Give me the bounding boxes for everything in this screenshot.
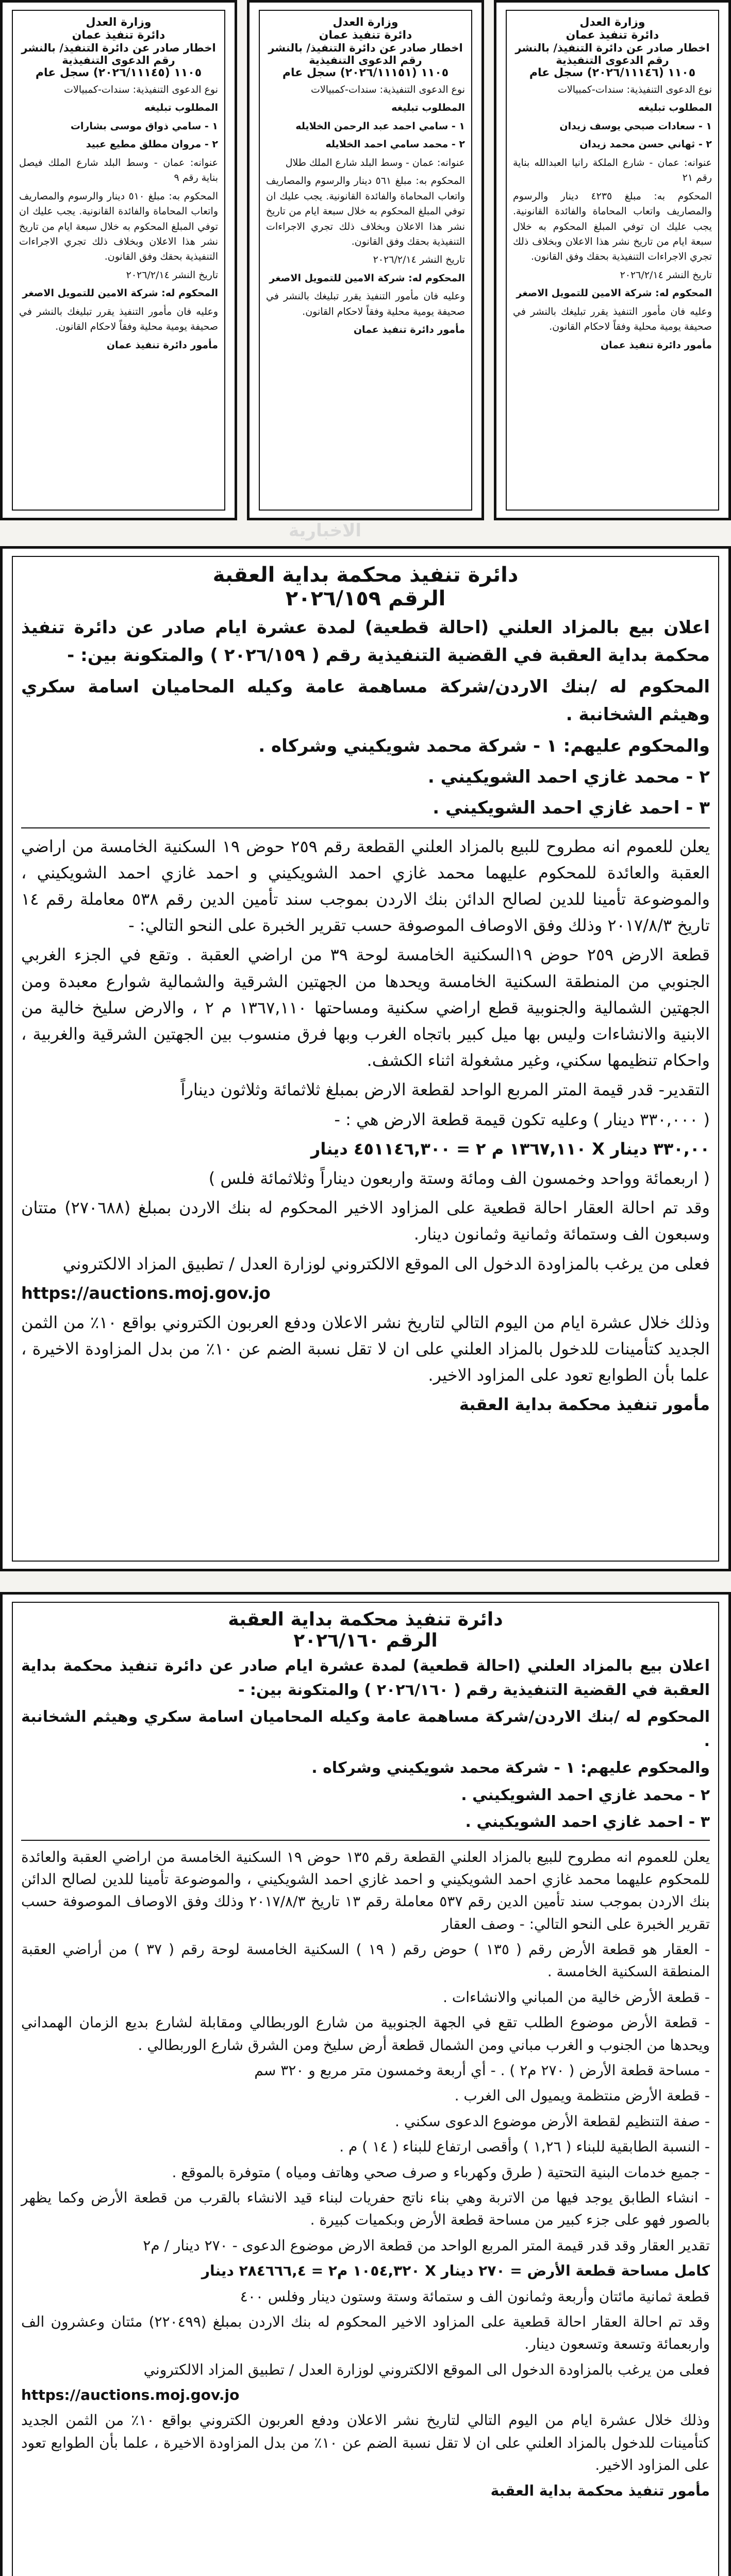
party-1: ١ - سامي احمد عبد الرحمن الخلايله [295, 120, 465, 132]
notice-body: المحكوم به: مبلغ ٥٦١ دينار والرسوم والمصاريف واتعاب المحاماة والفائدة القانونية. يجب عليك ان توفي المبلغ المحكوم به خلال سبعة ايام من تاريخ نشر هذا الاعلان وبخلاف ذلك تجري الاجراءات التنفيذية بحقك وفق القانون. [266, 175, 465, 247]
debtor-2: ٢ - محمد غازي احمد الشويكيني . [427, 766, 710, 787]
case-label: رقم الدعوى التنفيذية [309, 54, 422, 66]
paragraph-6: ( اربعمائة وواحد وخمسون الف ومائة وستة واربعون ديناراً وثلاثمائة فلس ) [208, 1168, 710, 1188]
party-label: المطلوب تبليغه [391, 102, 465, 114]
debtor-3: ٣ - احمد غازي احمد الشويكيني . [465, 1813, 710, 1831]
paragraph-1: يعلن للعموم انه مطروح للبيع بالمزاد العلني القطعة رقم ٢٥٩ حوض ١٩ السكنية الخامسة من اراضي العقبة والعائدة للمحكوم عليهما محمد غازي احمد الشويكيني و احمد غازي احمد الشويكيني ، والموضوعة تأمينا للدين لصالح الدائن بنك الاردن بموجب سند تأمين الدين رقم ٥٣٨ معاملة رقم ١٤ تاريخ ٢٠١٧/٨/٣ وذلك وفق الاوصاف الموصوفة حسب تقرير الخبرة على النحو التالي: - [21, 836, 710, 936]
court-title: دائرة تنفيذ محكمة بداية العقبة [212, 563, 519, 587]
party-2: ٢ - محمد سامي احمد الخلايله [325, 139, 465, 150]
notice-column-left [0, 0, 237, 520]
party-1: ١ - سعادات صبحي يوسف زيدان [559, 120, 712, 132]
case-label: رقم الدعوى التنفيذية [62, 54, 175, 66]
ministry-title: وزارة العدل [579, 16, 645, 29]
notice-column-right [494, 0, 731, 520]
watermark: الاخبارية [289, 520, 362, 541]
paragraph-9: وذلك خلال عشرة ايام من اليوم التالي لتاريخ نشر الاعلان ودفع العربون الكتروني بواقع ١٠٪ من الثمن الجديد كتأمينات للدخول بالمزاد العلني على ان لا تقل نسبة الضم عن ١٠٪ من بدل المزاودة الاخيرة ، علما بأن الطوابع تعود على المزاود الاخير. [21, 1312, 710, 1385]
ministry-title: وزارة العدل [86, 16, 152, 29]
notice-title: اخطار صادر عن دائرة التنفيذ/ بالنشر [515, 42, 710, 54]
paragraph-6: - قطعة الأرض منتظمة ويميول الى الغرب . [454, 2087, 710, 2105]
paragraph-10: - انشاء الطابق يوجد فيها من الاتربة وهي بناء ناتج حفريات لبناء قيد الانشاء بالقرب من قطعة الأرض وكما يظهر بالصور فهو على جزء كبير من مساحة قطعة الأرض وبكميات كبيرة . [21, 2189, 710, 2229]
notice-date: تاريخ النشر ٢٠٢٦/٢/١٤ [373, 254, 465, 266]
paragraph-3: - قطعة الأرض خالية من المباني والانشاءات . [443, 1988, 710, 2006]
case-subject: نوع الدعوى التنفيذية: سندات-كمبيالات [63, 84, 218, 95]
paragraph-5: - مساحة قطعة الأرض ( ٢٧٠ م٢ ) . - أي أربعة وخمسون متر مربع و ٣٢٠ سم [254, 2062, 710, 2079]
ministry-title: وزارة العدل [333, 16, 398, 29]
paragraph-7: - صفة التنظيم لقطعة الأرض موضوع الدعوى سكني . [395, 2112, 710, 2130]
paragraph-16: وذلك خلال عشرة ايام من اليوم التالي لتاريخ نشر الاعلان ودفع العربون الكتروني بواقع ١٠٪ من الثمن الجديد كتأمينات للدخول بالمزاد العلني على ان لا تقل نسبة الضم عن ١٠٪ من بدل المزاودة الاخيرة ، علما بأن الطوابع تعود على المزاود الاخير. [21, 2412, 710, 2474]
notice-body: المحكوم به: مبلغ ٥١٠ دينار والرسوم والمصاريف واتعاب المحاماة والفائدة القانونية. يجب عليك ان توفي المبلغ المحكوم به خلال سبعة ايام من تاريخ نشر هذا الاعلان وبخلاف ذلك تجري الاجراءات التنفيذية بحقك وفق القانون. [19, 190, 218, 263]
valuation-formula: كامل مساحة قطعة الأرض = ٢٧٠ دينار X ١٠٥٤,٣٢٠ م٢ = ٢٨٤٦٦٦,٤ دينار [201, 2262, 710, 2280]
paragraph-8: - النسبة الطابقية للبناء ( ١,٢٦ ) وأقصى ارتفاع للبناء ( ١٤ ) م . [339, 2138, 710, 2156]
signature: مأمور تنفيذ محكمة بداية العقبة [459, 1395, 710, 1415]
notice-column-middle [247, 0, 484, 520]
dept-title: دائرة تنفيذ عمان [566, 29, 659, 42]
party-label: المطلوب تبليغه [638, 102, 712, 114]
party-2: ٢ - ثهاني حسن محمد زيدان [579, 139, 712, 150]
divider [21, 1840, 710, 1841]
paragraph-9: - جميع خدمات البنية التحتية ( طرق وكهرباء و صرف صحي وهاتف ومياه ) متوفرة بالموقع . [172, 2163, 710, 2181]
headline: اعلان بيع بالمزاد العلني (احالة قطعية) لمدة عشرة ايام صادر عن دائرة تنفيذ محكمة بداية العقبة في القضية التنفيذية رقم ( ٢٠٢٦/١٦٠ ) والمتكونة بين: - [21, 1657, 710, 1699]
notice-footer: وعليه فان مأمور التنفيذ يقرر تبليغك بالنشر في صحيفة يومية محلية وفقاً لاحكام القانون. [266, 291, 465, 317]
paragraph-15: فعلى من يرغب بالمزاودة الدخول الى الموقع الالكتروني لوزارة العدل / تطبيق المزاد الالكتروني [143, 2361, 710, 2378]
auction-notice-aqaba-160 [0, 1592, 731, 2576]
headline: اعلان بيع بالمزاد العلني (احالة قطعية) لمدة عشرة ايام صادر عن دائرة تنفيذ محكمة بداية العقبة في القضية التنفيذية رقم ( ٢٠٢٦/١٥٩ ) والمتكونة بين: - [21, 617, 710, 666]
party-address: عنوانه: عمان - شارع الملكة رانيا العبدالله بناية رقم ٢١ [513, 157, 712, 184]
party-label: المطلوب تبليغه [144, 102, 218, 114]
creditor: المحكوم له: شركة الامين للتمويل الاصغر [516, 287, 712, 299]
case-number: ١١٠٥ (٢٠٢٦/١١١٥١) سجل عام [282, 66, 449, 79]
auction-url-text: https://auctions.moj.gov.jo [21, 2386, 240, 2404]
paragraph-13: قطعة ثمانية مائتان وأربعة وثمانون الف و ستمائة وستة وستون دينار وفلس ٤٠٠ [240, 2287, 710, 2305]
paragraph-2: - العقار هو قطعة الأرض رقم ( ١٣٥ ) حوض رقم ( ١٩ ) السكنية الخامسة لوحة رقم ( ٣٧ ) من أراضي العقبة المنطقة السكنية الخامسة . [21, 1941, 710, 1980]
dept-title: دائرة تنفيذ عمان [319, 29, 412, 42]
dept-title: دائرة تنفيذ عمان [72, 29, 165, 42]
signature: مأمور دائرة تنفيذ عمان [106, 339, 218, 351]
debtor-1: والمحكوم عليهم: ١ - شركة محمد شويكيني وشركاه . [311, 1759, 710, 1777]
debtor-3: ٣ - احمد غازي احمد الشويكيني . [433, 798, 710, 819]
creditor: المحكوم له: شركة الامين للتمويل الاصغر [269, 272, 465, 284]
paragraph-2: قطعة الارض ٢٥٩ حوض ١٩السكنية الخامسة لوحة ٣٩ من اراضي العقبة . وتقع في الجزء الغربي الجنوبي من المنطقة السكنية الخامسة ويحدها من الجهتين الشرقية والشمالية شوارع معبدة ومن الجهتين الشمالية والجنوبية قطع اراضي سكنية ومساحتها ١٣٦٧,١١٠ م ٢ ، والارض سليخ خالية من الابنية والانشاءات وليس بها ميل كبير باتجاه الغرب وبها فرق منسوب بين الجهتين الشرقية والغربية ، واحكام تنظيمها سكني، وغير مشغولة اثناء الكشف. [21, 945, 710, 1071]
case-number: ١١٠٥ (٢٠٢٦/١١١٤٦) سجل عام [529, 66, 696, 79]
court-title: دائرة تنفيذ محكمة بداية العقبة [228, 1609, 503, 1630]
valuation-formula: ٣٣٠,٠٠ دينار X ١٣٦٧,١١٠ م ٢ = ٤٥١١٤٦,٣٠٠ دينار [310, 1139, 710, 1159]
creditor: المحكوم له /بنك الاردن/شركة مساهمة عامة وكيله المحاميان اسامة سكري وهيثم الشخانبة . [21, 676, 710, 725]
paragraph-14: وقد تم احالة العقار احالة قطعية على المزاود الاخير المحكوم له بنك الاردن بمبلغ (٢٢٠٤٩٩) مئتان وعشرون الف واربعمائة وتسعة وتسعون دينار. [21, 2313, 710, 2353]
notice-footer: وعليه فان مأمور التنفيذ يقرر تبليغك بالنشر في صحيفة يومية محلية وفقاً لاحكام القانون. [513, 306, 712, 333]
paragraph-8: فعلى من يرغب بالمزاودة الدخول الى الموقع الالكتروني لوزارة العدل / تطبيق المزاد الالكتروني [62, 1253, 710, 1274]
case-number: الرقم ٢٠٢٦/١٥٩ [285, 587, 446, 611]
paragraph-4: ( ٣٣٠,٠٠٠ دينار ) وعليه تكون قيمة قطعة الارض هي : - [334, 1109, 710, 1129]
case-number: الرقم ٢٠٢٦/١٦٠ [293, 1630, 438, 1651]
signature: مأمور دائرة تنفيذ عمان [600, 339, 712, 351]
paragraph-11: تقدير العقار وقد قدر قيمة المتر المربع الواحد من قطعة الارض موضوع الدعوى - ٢٧٠ دينار / م٢ [143, 2236, 710, 2254]
notice-footer: وعليه فان مأمور التنفيذ يقرر تبليغك بالنشر في صحيفة يومية محلية وفقاً لاحكام القانون. [19, 306, 218, 333]
auction-notice-aqaba-159 [0, 546, 731, 1571]
debtor-2: ٢ - محمد غازي احمد الشويكيني . [461, 1786, 710, 1804]
debtor-1: والمحكوم عليهم: ١ - شركة محمد شويكيني وشركاه . [258, 735, 710, 756]
creditor: المحكوم له /بنك الاردن/شركة مساهمة عامة وكيله المحاميان اسامة سكري وهيثم الشخانبة . [21, 1708, 710, 1750]
case-label: رقم الدعوى التنفيذية [556, 54, 669, 66]
paragraph-3: التقدير- قدر قيمة المتر المربع الواحد لقطعة الارض بمبلغ ثلاثمائة وثلاثون ديناراً [180, 1080, 710, 1100]
notice-date: تاريخ النشر ٢٠٢٦/٢/١٤ [126, 269, 218, 281]
case-number: ١١٠٥ (٢٠٢٦/١١١٤٥) سجل عام [35, 66, 202, 79]
party-address: عنوانه: عمان - وسط البلد شارع الملك طلال [285, 157, 465, 168]
party-address: عنوانه: عمان - وسط البلد شارع الملك فيصل بناية رقم ٩ [19, 157, 218, 184]
party-1: ١ - سامي ذواق موسى بشارات [70, 120, 218, 132]
creditor: المحكوم له: شركة الامين للتمويل الاصغر [22, 287, 218, 299]
case-subject: نوع الدعوى التنفيذية: سندات-كمبيالات [310, 84, 465, 95]
notice-title: اخطار صادر عن دائرة التنفيذ/ بالنشر [21, 42, 216, 54]
notice-title: اخطار صادر عن دائرة التنفيذ/ بالنشر [268, 42, 463, 54]
paragraph-1: يعلن للعموم انه مطروح للبيع بالمزاد العلني القطعة رقم ١٣٥ حوض ١٩ السكنية الخامسة من اراضي العقبة والعائدة للمحكوم عليهما محمد غازي احمد الشويكيني و احمد غازي احمد الشويكيني ، والموضوعة تأمينا للدين لصالح الدائن بنك الاردن بموجب سند تأمين الدين رقم ٥٣٧ معاملة رقم ١٣ تاريخ ٢٠١٧/٨/٣ وذلك وفق الاوصاف الموصوفة حسب تقرير الخبرة على النحو التالي: - وصف العقار [21, 1848, 710, 1933]
auction-url[interactable] [21, 2384, 710, 2406]
divider [21, 827, 710, 828]
case-subject: نوع الدعوى التنفيذية: سندات-كمبيالات [557, 84, 712, 95]
auction-url[interactable] [21, 1280, 710, 1307]
auction-url-text: https://auctions.moj.gov.jo [21, 1283, 271, 1303]
notice-body: المحكوم به: مبلغ ٤٢٣٥ دينار والرسوم والمصاريف واتعاب المحاماة والفائدة القانونية. يجب عليك ان توفي المبلغ المحكوم به خلال سبعة ايام من تاريخ نشر هذا الاعلان وبخلاف ذلك تجري الاجراءات التنفيذية بحقك وفق القانون. [513, 190, 712, 263]
signature: مأمور دائرة تنفيذ عمان [353, 324, 465, 336]
signature: مأمور تنفيذ محكمة بداية العقبة [490, 2482, 710, 2499]
paragraph-4: - قطعة الأرض موضوع الطلب تقع في الجهة الجنوبية من شارع الوربطالي ومقابلة لشارع بديع الزمان الهمداني ويحدها من الجنوب و الغرب مباني ومن الشمال قطعة أرض سليخ ومن الشرق شارع الوربطالي . [21, 2014, 710, 2054]
party-2: ٢ - مروان مطلق مطيع عبيد [86, 139, 218, 150]
paragraph-7: وقد تم احالة العقار احالة قطعية على المزاود الاخير المحكوم له بنك الاردن بمبلغ (٢٧٠٦٨٨) متتان وسبعون الف وستمائة وثمانية وثمانون دينار. [21, 1198, 710, 1244]
notice-date: تاريخ النشر ٢٠٢٦/٢/١٤ [620, 269, 712, 281]
